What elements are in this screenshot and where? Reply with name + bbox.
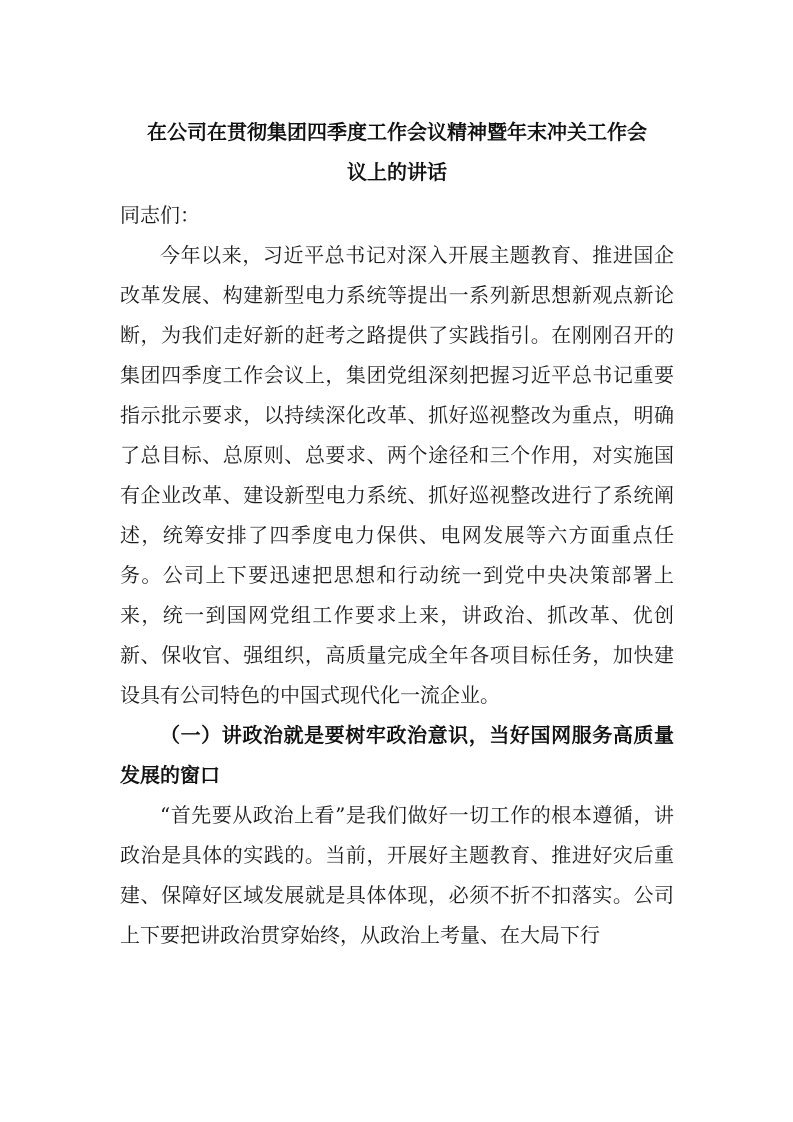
title-line-1: 在公司在贯彻集团四季度工作会议精神暨年末冲关工作会 bbox=[147, 120, 647, 144]
section-heading-1: （一）讲政治就是要树牢政治意识，当好国网服务高质量发展的窗口 bbox=[120, 723, 674, 787]
paragraph-section-1: “首先要从政治上看”是我们做好一切工作的根本遵循，讲政治是具体的实践的。当前，开展好主题教育、推进好灾后重建、保障好区域发展就是具体体现，必须不折不扣落实。公司上下要把讲政治贯穿始终，从政治上考量、在大局下行 bbox=[120, 803, 674, 947]
title-line-2: 议上的讲话 bbox=[347, 160, 447, 184]
document-body bbox=[120, 112, 674, 955]
document-title bbox=[120, 112, 674, 192]
paragraph-intro: 今年以来，习近平总书记对深入开展主题教育、推进国企改革发展、构建新型电力系统等提出一系列新思想新观点新论断，为我们走好新的赶考之路提供了实践指引。在刚刚召开的集团四季度工作会议上，集团党组深刻把握习近平总书记重要指示批示要求，以持续深化改革、抓好巡视整改为重点，明确了总目标、总原则、总要求、两个途径和三个作用，对实施国有企业改革、建设新型电力系统、抓好巡视整改进行了系统阐述，统筹安排了四季度电力保供、电网发展等六方面重点任务。公司上下要迅速把思想和行动统一到党中央决策部署上来，统一到国网党组工作要求上来，讲政治、抓改革、优创新、保收官、强组织，高质量完成全年各项目标任务，加快建设具有公司特色的中国式现代化一流企业。 bbox=[120, 243, 674, 707]
salutation: 同志们： bbox=[120, 203, 200, 227]
